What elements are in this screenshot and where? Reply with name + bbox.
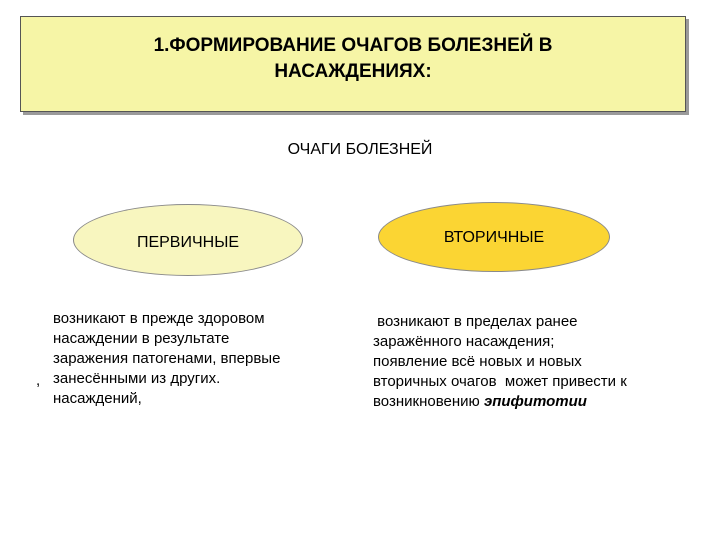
secondary-desc-line-5-prefix: возникновению bbox=[373, 393, 484, 410]
primary-desc-line-1: возникают в прежде здоровом bbox=[53, 310, 265, 327]
title-box bbox=[20, 16, 686, 112]
primary-ellipse bbox=[73, 204, 303, 276]
primary-desc-line-4: занесёнными из других. bbox=[53, 370, 221, 387]
secondary-desc-line-5 bbox=[373, 392, 627, 412]
secondary-ellipse bbox=[378, 202, 610, 272]
title-line-2: НАСАЖДЕНИЯХ: bbox=[274, 61, 432, 82]
epiphytotic-term: эпифитотии bbox=[483, 393, 587, 410]
primary-description bbox=[53, 309, 280, 409]
stray-comma: , bbox=[36, 372, 41, 389]
title-line-1: 1.ФОРМИРОВАНИЕ ОЧАГОВ БОЛЕЗНЕЙ В bbox=[153, 35, 553, 56]
primary-desc-line-3: заражения патогенами, впервые bbox=[53, 350, 281, 367]
secondary-desc-line-4: вторичных очагов может привести к bbox=[373, 373, 627, 390]
subtitle: ОЧАГИ БОЛЕЗНЕЙ bbox=[287, 141, 433, 158]
secondary-desc-line-1: возникают в пределах ранее bbox=[373, 313, 578, 330]
primary-label: ПЕРВИЧНЫЕ bbox=[136, 234, 240, 251]
secondary-desc-line-2: заражённого насаждения; bbox=[373, 333, 555, 350]
primary-desc-line-2: насаждении в результате bbox=[53, 330, 230, 347]
secondary-description bbox=[373, 312, 627, 412]
secondary-desc-line-3: появление всё новых и новых bbox=[373, 353, 582, 370]
secondary-label: ВТОРИЧНЫЕ bbox=[443, 229, 545, 246]
primary-desc-line-5: насаждений, bbox=[53, 390, 142, 407]
